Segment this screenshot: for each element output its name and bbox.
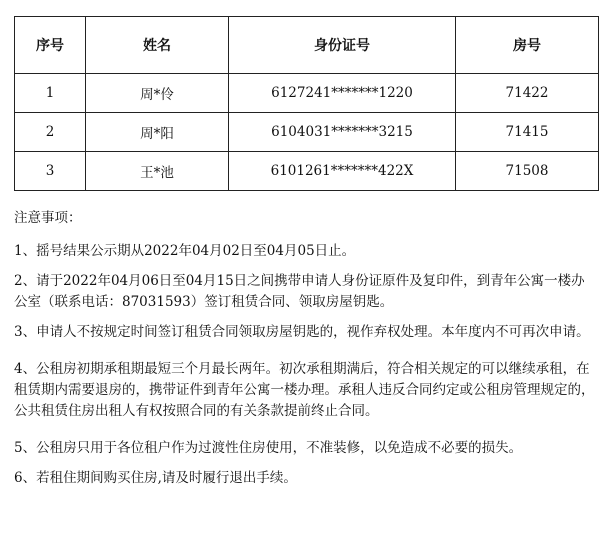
header-name: 姓名 — [86, 17, 229, 74]
table-row — [15, 74, 599, 113]
notes-heading: 注意事项： — [14, 210, 82, 226]
cell-room-number: 71508 — [456, 152, 599, 191]
header-room-number: 房号 — [456, 17, 599, 74]
cell-name: 周*阳 — [86, 113, 229, 152]
note-item: 3、申请人不按规定时间签订租赁合同领取房屋钥匙的，视作弃权处理。本年度内不可再次申请。 — [14, 324, 590, 340]
table-row — [15, 152, 599, 191]
note-item: 6、若租住期间购买住房,请及时履行退出手续。 — [14, 470, 297, 486]
cell-id-number: 6104031*******3215 — [229, 113, 456, 152]
note-item: 1、摇号结果公示期从2022年04月02日至04月05日止。 — [14, 243, 356, 259]
table-header-row — [15, 17, 599, 74]
cell-id-number: 6127241*******1220 — [229, 74, 456, 113]
cell-name: 周*伶 — [86, 74, 229, 113]
cell-serial-number: 3 — [15, 152, 86, 191]
note-item: 2、请于2022年04月06日至04月15日之间携带申请人身份证原件及复印件，到青年公寓一楼办公室（联系电话：87031593）签订租赁合同、领取房屋钥匙。 — [14, 273, 585, 310]
cell-id-number: 6101261*******422X — [229, 152, 456, 191]
header-serial-number: 序号 — [15, 17, 86, 74]
cell-serial-number: 2 — [15, 113, 86, 152]
cell-room-number: 71422 — [456, 74, 599, 113]
note-item: 5、公租房只用于各位租户作为过渡性住房使用，不准装修，以免造成不必要的损失。 — [14, 440, 523, 456]
header-id-number: 身份证号 — [229, 17, 456, 74]
cell-serial-number: 1 — [15, 74, 86, 113]
allocation-table — [14, 16, 599, 191]
table-row — [15, 113, 599, 152]
note-item: 4、公租房初期承租期最短三个月最长两年。初次承租期满后，符合相关规定的可以继续承租，在租赁期内需要退房的，携带证件到青年公寓一楼办理。承租人违反合同约定或公租房管理规定的，公共租赁住房出租人有权按照合同的有关条款提前终止合同。 — [14, 361, 595, 419]
cell-room-number: 71415 — [456, 113, 599, 152]
notes-section — [14, 208, 596, 498]
cell-name: 王*池 — [86, 152, 229, 191]
